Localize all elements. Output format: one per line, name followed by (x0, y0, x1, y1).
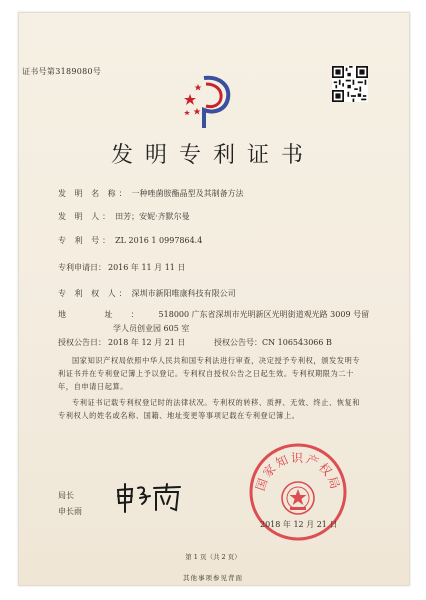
address-line-2: 学人员创业园 605 室 (113, 324, 190, 333)
filing-date-label: 专利申请日： (58, 263, 106, 272)
filing-date-value: 2016 年 11 月 11 日 (108, 263, 186, 272)
inventor-label: 发 明 人： (58, 212, 114, 221)
invention-name-label: 发 明 名 称： (58, 189, 130, 198)
paragraph-legal-status: 专利证书记载专利权登记时的法律状况。专利权的转移、质押、无效、终止、恢复和专利权人的姓名或名称、国籍、地址变更等事项记载在专利登记簿上。 (58, 398, 361, 420)
inventor-row (58, 211, 190, 222)
grant-number-value: CN 106543066 B (261, 338, 332, 347)
grant-info-row (58, 337, 332, 348)
grant-date-label: 授权公告日： (58, 338, 106, 347)
qr-code-icon (332, 66, 368, 102)
seal-date: 2018 年 12 月 21 日 (260, 520, 338, 529)
invention-name-value: 一种唑菌胺酯晶型及其制备方法 (131, 189, 244, 198)
seal-arc-text: 国家知识产权局 (253, 451, 343, 493)
address-row (58, 309, 369, 320)
invention-name-row (58, 188, 244, 199)
patentee-value: 深圳市新阳唯康科技有限公司 (131, 289, 236, 298)
patent-number-label: 专 利 号： (58, 236, 114, 245)
page-number: 第 1 页（共 2 页） (185, 553, 241, 561)
address-line-1: 518000 广东省深圳市光明新区光明街道观光路 3009 号留 (158, 310, 370, 319)
patentee-row (58, 288, 236, 299)
certificate-number: 证书号第3189080号 (22, 67, 102, 76)
grant-number-label: 授权公告号： (213, 338, 262, 347)
patent-number-row (58, 235, 202, 246)
patent-number-value: ZL 2016 1 0997864.4 (115, 236, 203, 245)
inventor-value: 田芳；安妮·齐默尔曼 (115, 212, 190, 221)
signatory-name: 申长雨 (58, 507, 82, 516)
footer-note: 其他事项参见背面 (183, 574, 243, 582)
grant-date-value: 2018 年 12 月 21 日 (108, 338, 186, 347)
document-title: 发明专利证书 (110, 143, 315, 168)
filing-date-row (58, 262, 185, 273)
patentee-label: 专 利 权 人： (58, 289, 130, 298)
paragraph-grant-statement: 国家知识产权局依照中华人民共和国专利法进行审查，决定授予专利权，颁发发明专利证书并在专利登记簿上予以登记。专利权自授权公告之日起生效。专利权期限为二十年，自申请日起算。 (58, 356, 361, 391)
signatory-title: 局长 (58, 491, 74, 500)
handwritten-signature (114, 480, 186, 516)
address-label: 地 址： (58, 310, 157, 319)
patent-office-logo-icon (182, 70, 236, 130)
